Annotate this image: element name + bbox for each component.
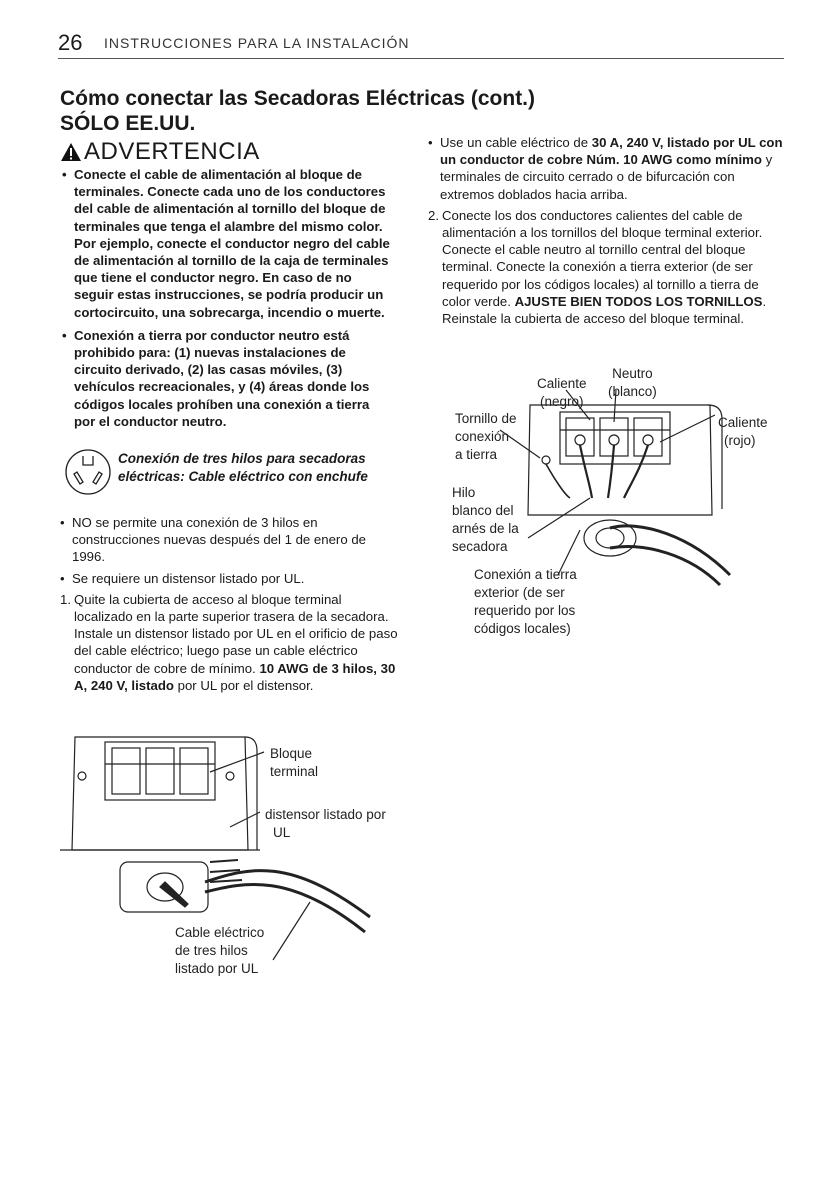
warning-icon [60,142,82,162]
label-tornillo [455,410,517,464]
label-caliente-negro-2: (negro) [540,394,584,409]
warning-bullet-2: • Conexión a tierra por conductor neutro está prohibido para: (1) nuevas instalaciones de circuito derivado, (2) las casas móviles, (3) vehículos recreacionales, y (4) áreas donde los códigos locales prohíben una conexión a tierra por el conductor neutro. [62,327,392,430]
step-1 [60,591,402,694]
label-caliente-rojo [718,414,768,450]
three-prong-plug-icon [64,448,112,496]
warning-label: ADVERTENCIA [84,138,260,165]
step-1-end: por UL por el distensor. [177,677,314,693]
section-title: INSTRUCCIONES PARA LA INSTALACIÓN [104,35,410,51]
right-bullet-1 [428,134,784,203]
label-neutro-2: (blanco) [608,384,657,399]
label-cable-3: listado por UL [175,961,259,976]
left-bullet-2: • Se requiere un distensor listado por UL. [60,570,402,587]
label-conexion-3: requerido por los [474,603,576,618]
step-2-end: . Reinstale la cubierta de acceso del bloque terminal. [442,293,767,327]
hot-black-screw [575,435,585,445]
ground-screw [542,456,550,464]
label-tornillo-2: conexión [455,429,510,444]
left-instructions [60,514,402,694]
step-1-text: Quite la cubierta de acceso al bloque terminal localizado en la parte superior trasera de la secadora. Instale un distensor listado por UL en el orificio de paso del cable eléctrico; luego pase un cable eléctrico conductor de cobre de mínimo. [74,591,398,676]
left-bullet-1: • NO se permite una conexión de 3 hilos en construcciones nuevas después del 1 de enero de 1996. [60,514,402,566]
label-distensor [265,806,386,842]
header-divider [58,58,784,59]
label-tornillo-3: a tierra [455,447,498,462]
terminal-panel [528,405,712,515]
label-caliente-rojo-2: (rojo) [724,433,756,448]
right-bullet-1-pre: Use un cable eléctrico de [440,135,589,150]
label-conexion-tierra [474,566,577,638]
label-hilo-4: secadora [452,539,508,554]
title-line-1: Cómo conectar las Secadoras Eléctricas (cont.) [60,87,536,110]
label-bloque-terminal [270,745,318,781]
label-neutro-1: Neutro [612,366,653,381]
neutral-screw [609,435,619,445]
label-conexion-4: códigos locales) [474,621,571,636]
label-caliente-negro [537,375,587,411]
label-cable-electrico [175,924,264,978]
label-bloque-2: terminal [270,764,319,779]
warning-heading [60,138,260,166]
label-caliente-negro-1: Caliente [537,376,587,391]
label-conexion-1: Conexión a tierra [474,567,577,582]
warning-bullets [62,166,392,430]
label-neutro [608,365,657,401]
page-number: 26 [58,30,83,55]
title-line-2: SÓLO EE.UU. [60,112,196,135]
label-hilo-2: blanco del [452,503,514,518]
label-distensor-2: UL [273,825,291,840]
step-1-number: 1. [60,591,71,607]
plug-heading: Conexión de tres hilos para secadoras eléctricas: Cable eléctrico con enchufe [118,451,368,484]
label-caliente-rojo-1: Caliente [718,415,768,430]
warning-bullet-1: • Conecte el cable de alimentación al bloque de terminales. Conecte cada uno de los conductores del cable de alimentación al tornillo del bloque de terminales que tenga el alambre del mismo color. Por ejemplo, conecte el conductor negro del cable de alimentación al tornillo de la caja de terminales que tiene el conductor negro. En caso de no seguir estas instrucciones, se podría producir un cortocircuito, una sobrecarga, incendio o muerte. [62,166,392,321]
step-1-bold: 10 AWG de 3 hilos, 30 A, 240 V, listado [74,660,396,693]
step-2-bold: AJUSTE BIEN TODOS LOS TORNILLOS [514,293,763,309]
page-title [60,86,535,136]
label-tornillo-1: Tornillo de [455,411,517,426]
right-instructions [428,134,784,327]
hot-red-screw [643,435,653,445]
label-conexion-2: exterior (de ser [474,585,565,600]
label-cable-1: Cable eléctrico [175,925,265,940]
label-cable-2: de tres hilos [175,943,248,958]
label-hilo [452,484,519,556]
label-distensor-1: distensor listado por [265,807,386,822]
label-hilo-1: Hilo [452,485,476,500]
right-bullet-1-post: y terminales de circuito cerrado o de bifurcación con extremos doblados hacia arriba. [440,152,773,202]
label-bloque-1: Bloque [270,746,313,761]
label-hilo-3: arnés de la [452,521,519,536]
right-bullet-1-bold: 30 A, 240 V, listado por UL con un conductor de cobre Núm. 10 AWG como mínimo [440,135,783,168]
bottom-terminal-block [105,742,215,800]
step-2-text: Conecte los dos conductores calientes del cable de alimentación a los tornillos del bloque terminal exterior. Conecte el cable neutro al tornillo central del bloque terminal. Conecte la conexión a tierra exterior (de ser requerido por los códigos locales) al tornillo a tierra de color verde. [442,207,763,309]
step-2-number: 2. [428,207,439,223]
step-2 [428,207,784,327]
